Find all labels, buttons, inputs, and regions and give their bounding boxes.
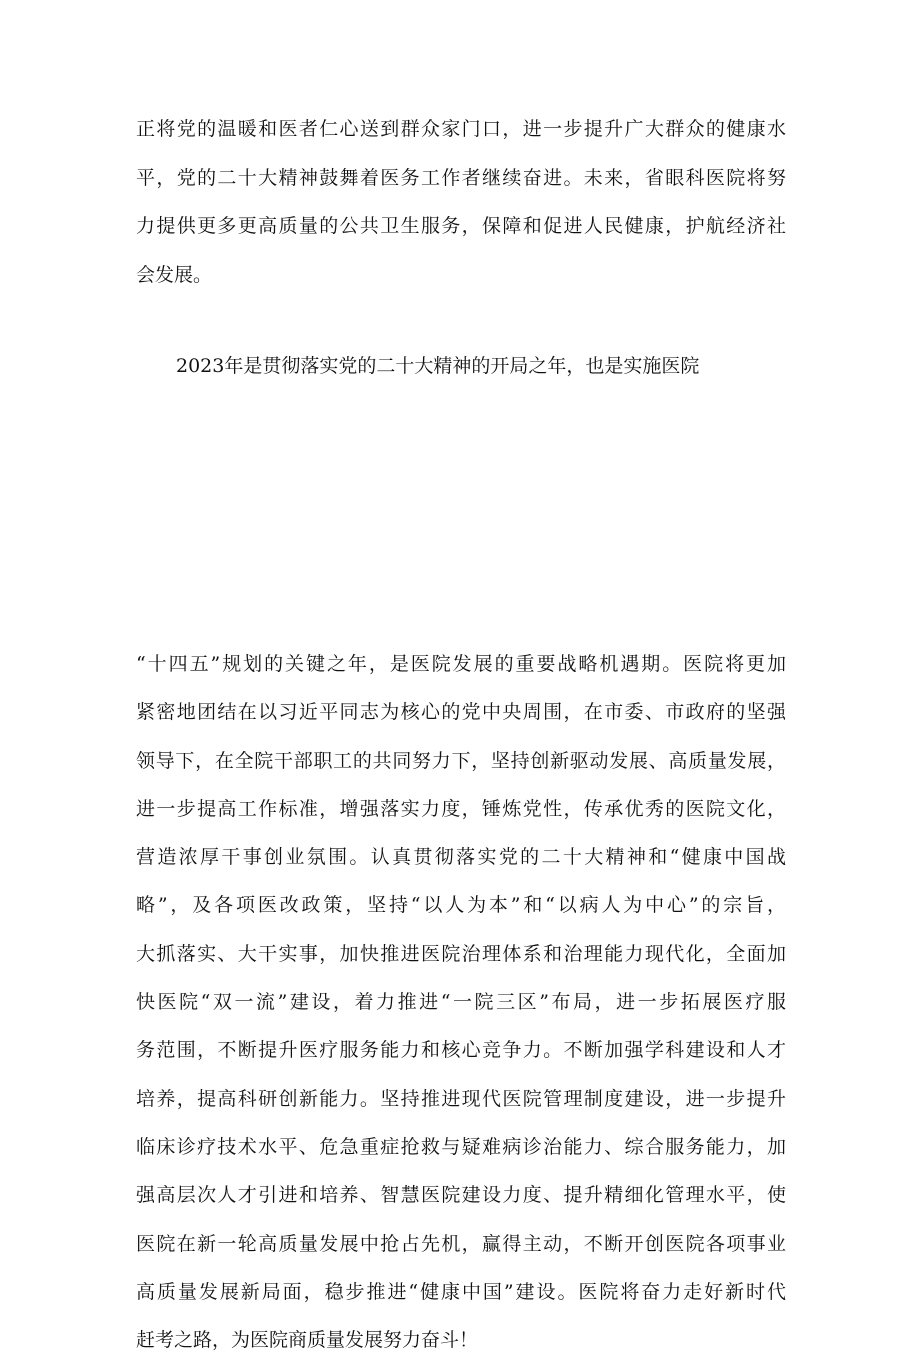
text-line: 强高层次人才引进和培养、智慧医院建设力度、提升精细化管理水平，使 bbox=[136, 1184, 786, 1207]
text-line: 快医院“双一流”建设，着力推进“一院三区”布局，进一步拓展医疗服 bbox=[136, 991, 786, 1014]
text-line: 大抓落实、大干实事，加快推进医院治理体系和治理能力现代化，全面加 bbox=[136, 942, 786, 965]
text-line: 务范围，不断提升医疗服务能力和核心竞争力。不断加强学科建设和人才 bbox=[136, 1039, 786, 1062]
text-line: 高质量发展新局面，稳步推进“健康中国”建设。医院将奋力走好新时代 bbox=[136, 1280, 786, 1303]
text-line: “十四五”规划的关键之年，是医院发展的重要战略机遇期。医院将更加 bbox=[136, 653, 786, 675]
text-line: 略”，及各项医改政策，坚持“以人为本”和“以病人为中心”的宗旨， bbox=[136, 894, 786, 917]
text-line: 会发展。 bbox=[136, 263, 213, 286]
paragraph-2 bbox=[136, 342, 786, 391]
text-line: 2023年是贯彻落实党的二十大精神的开局之年，也是实施医院 bbox=[176, 355, 700, 377]
text-line: 平，党的二十大精神鼓舞着医务工作者继续奋进。未来，省眼科医院将努 bbox=[136, 166, 786, 189]
text-line: 进一步提高工作标准，增强落实力度，锤炼党性，传承优秀的医院文化， bbox=[136, 797, 786, 820]
text-line: 培养，提高科研创新能力。坚持推进现代医院管理制度建设，进一步提升 bbox=[136, 1087, 786, 1110]
text-line: 营造浓厚干事创业氛围。认真贯彻落实党的二十大精神和“健康中国战 bbox=[136, 846, 786, 869]
paragraph-1 bbox=[136, 105, 786, 299]
text-line: 领导下，在全院干部职工的共同努力下，坚持创新驱动发展、高质量发展， bbox=[136, 749, 786, 772]
text-line: 临床诊疗技术水平、危急重症抢救与疑难病诊治能力、综合服务能力，加 bbox=[136, 1135, 786, 1158]
text-line: 赶考之路，为医院商质量发展努力奋斗！ bbox=[136, 1329, 479, 1352]
text-line: 紧密地团结在以习近平同志为核心的党中央周围，在市委、市政府的坚强 bbox=[136, 701, 786, 724]
paragraph-3 bbox=[136, 640, 786, 1364]
text-line: 正将党的温暖和医者仁心送到群众家门口，进一步提升广大群众的健康水 bbox=[136, 118, 786, 140]
text-line: 力提供更多更高质量的公共卫生服务，保障和促进人民健康，护航经济社 bbox=[136, 215, 786, 237]
text-line: 医院在新一轮高质量发展中抢占先机，赢得主动，不断开创医院各项事业 bbox=[136, 1232, 786, 1255]
